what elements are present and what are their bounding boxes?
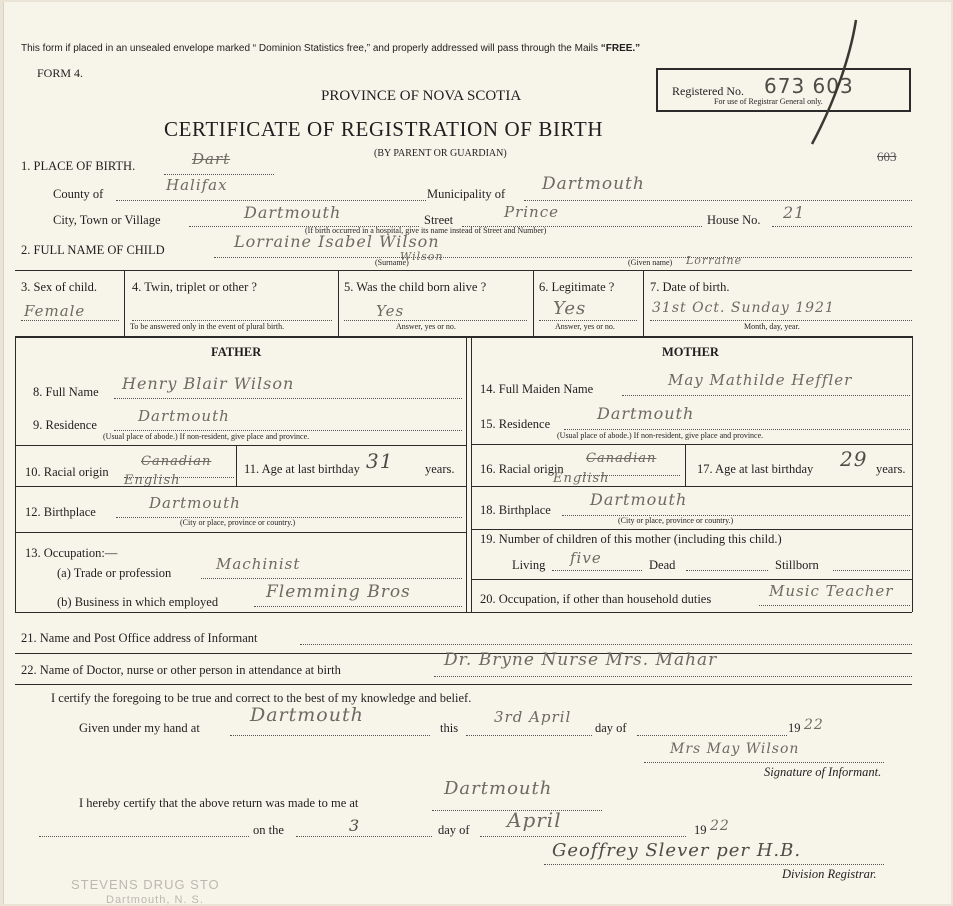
doctor-value: Dr. Bryne Nurse Mrs. Mahar [444, 650, 718, 670]
alive-value: Yes [376, 302, 405, 320]
certify-statement: I certify the foregoing to be true and correct to the best of my knowledge and belief. [51, 691, 472, 705]
father-age-label: 11. Age at last birthday [244, 462, 360, 476]
mother-residence-note: (Usual place of abode.) If non-resident, give place and province. [557, 431, 764, 440]
house-value: 21 [783, 203, 806, 222]
dead-label: Dead [649, 558, 676, 572]
informant-signature: Mrs May Wilson [670, 741, 800, 757]
mother-residence-label: 15. Residence [480, 417, 551, 431]
father-occupation-label: 13. Occupation:— [25, 546, 118, 560]
father-birthplace-value: Dartmouth [149, 494, 241, 512]
father-age-value: 31 [366, 449, 394, 473]
this-label: this [440, 721, 459, 735]
certificate-subtitle: (BY PARENT OR GUARDIAN) [374, 148, 507, 159]
alive-note: Answer, yes or no. [396, 322, 456, 331]
mother-racial-label: 16. Racial origin [480, 462, 564, 476]
given-place: Dartmouth [250, 704, 364, 726]
trade-value: Machinist [216, 555, 301, 573]
municipality-value: Dartmouth [542, 174, 645, 194]
registrar-statement: I hereby certify that the above return was made to me at [79, 796, 359, 810]
registered-number: 673 603 [764, 74, 854, 98]
alive-label: 5. Was the child born alive ? [344, 280, 487, 294]
father-birthplace-label: 12. Birthplace [25, 505, 96, 519]
mother-residence-value: Dartmouth [597, 404, 695, 423]
birth-certificate [3, 2, 951, 904]
house-label: House No. [707, 213, 761, 227]
legitimate-note: Answer, yes or no. [555, 322, 615, 331]
father-residence-value: Dartmouth [138, 407, 230, 425]
mother-occupation-value: Music Teacher [769, 582, 894, 600]
given-name-label: (Given name) [628, 258, 673, 267]
place-of-birth-value: Dart [192, 150, 231, 168]
informant-label: 21. Name and Post Office address of Informant [21, 631, 258, 645]
dob-label: 7. Date of birth. [650, 280, 730, 294]
mother-name-value: May Mathilde Heffler [668, 371, 853, 389]
street-value: Prince [504, 203, 559, 221]
dob-value: 31st Oct. Sunday 1921 [652, 300, 835, 316]
city-label: City, Town or Village [53, 213, 161, 227]
given-name-value: Lorraine [686, 254, 743, 267]
father-racial-label: 10. Racial origin [25, 465, 109, 479]
mail-notice: This form if placed in an unsealed envelope marked “ Dominion Statistics free,” and properly addressed will pass through the Mails “FREE.” [21, 43, 641, 54]
business-label: (b) Business in which employed [57, 595, 219, 609]
doctor-label: 22. Name of Doctor, nurse or other person in attendance at birth [21, 663, 341, 677]
form-number: FORM 4. [37, 66, 84, 80]
year-value: 22 [804, 717, 824, 733]
year-prefix: 19 [788, 721, 801, 735]
registrar-signature: Geoffrey Slever per H.B. [552, 840, 802, 861]
county-label: County of [53, 187, 104, 201]
father-residence-note: (Usual place of abode.) If non-resident, give place and province. [103, 432, 310, 441]
registrar-note: For use of Registrar General only. [714, 97, 823, 106]
business-value: Flemming Bros [266, 582, 411, 602]
day-of-label-2: day of [438, 823, 470, 837]
mother-occupation-label: 20. Occupation, if other than household duties [480, 592, 712, 606]
mother-racial-value: English [553, 471, 610, 486]
county-value: Halifax [166, 176, 228, 194]
twin-note: To be answered only in the event of plural birth. [130, 322, 285, 331]
sex-label: 3. Sex of child. [21, 280, 98, 294]
street-label: Street [424, 213, 454, 227]
father-name-value: Henry Blair Wilson [122, 374, 295, 393]
father-residence-label: 9. Residence [33, 418, 97, 432]
place-of-birth-label: 1. PLACE OF BIRTH. [21, 159, 136, 173]
father-racial-value: English [124, 473, 181, 488]
registered-label: Registered No. [672, 84, 744, 98]
pen-stroke [804, 18, 864, 148]
registrar-place: Dartmouth [444, 778, 553, 799]
drug-store-stamp-town: Dartmouth, N. S. [106, 894, 204, 906]
children-label: 19. Number of children of this mother (including this child.) [480, 532, 782, 546]
mother-age-label: 17. Age at last birthday [697, 462, 814, 476]
child-name-value: Lorraine Isabel Wilson [234, 232, 440, 251]
twin-label: 4. Twin, triplet or other ? [132, 280, 257, 294]
surname-label: (Surname) [375, 258, 409, 267]
surname-correction: Wilson [400, 250, 444, 263]
father-age-unit: years. [425, 462, 455, 476]
day-of-label: day of [595, 721, 627, 735]
division-registrar-label: Division Registrar. [782, 867, 877, 881]
mother-name-label: 14. Full Maiden Name [480, 382, 594, 396]
mother-racial-struck: Canadian [586, 451, 657, 466]
mother-birthplace-label: 18. Birthplace [480, 503, 551, 517]
father-birthplace-note: (City or place, province or country.) [180, 518, 296, 527]
drug-store-stamp: STEVENS DRUG STO [71, 877, 220, 892]
mother-birthplace-note: (City or place, province or country.) [618, 516, 734, 525]
city-value: Dartmouth [244, 203, 342, 222]
year-value-2: 22 [710, 818, 730, 834]
hospital-note: (If birth occurred in a hospital, give its name instead of Street and Number) [305, 226, 547, 235]
dob-note: Month, day, year. [744, 322, 800, 331]
signature-informant-label: Signature of Informant. [764, 765, 882, 779]
legitimate-label: 6. Legitimate ? [539, 280, 615, 294]
trade-label: (a) Trade or profession [57, 566, 172, 580]
registered-box [656, 68, 911, 112]
child-name-label: 2. FULL NAME OF CHILD [21, 243, 165, 257]
mother-age-unit: years. [876, 462, 906, 476]
this-value: 3rd April [494, 708, 572, 726]
certificate-title: CERTIFICATE OF REGISTRATION OF BIRTH [164, 117, 604, 141]
legitimate-value: Yes [553, 298, 587, 319]
mother-birthplace-value: Dartmouth [590, 490, 688, 509]
municipality-label: Municipality of [427, 187, 506, 201]
living-value: five [570, 549, 602, 567]
year-prefix-2: 19 [694, 823, 707, 837]
mother-heading: MOTHER [662, 345, 719, 359]
month-value: April [507, 808, 562, 832]
given-label: Given under my hand at [79, 721, 200, 735]
stillborn-label: Stillborn [775, 558, 819, 572]
father-heading: FATHER [211, 345, 262, 359]
on-the-label: on the [253, 823, 284, 837]
on-the-value: 3 [349, 816, 361, 835]
margin-number: 603 [877, 149, 897, 164]
mother-age-value: 29 [840, 447, 868, 471]
sex-value: Female [24, 302, 86, 320]
father-name-label: 8. Full Name [33, 385, 99, 399]
province-heading: PROVINCE OF NOVA SCOTIA [321, 88, 522, 104]
father-racial-struck: Canadian [141, 454, 212, 469]
living-label: Living [512, 558, 546, 572]
